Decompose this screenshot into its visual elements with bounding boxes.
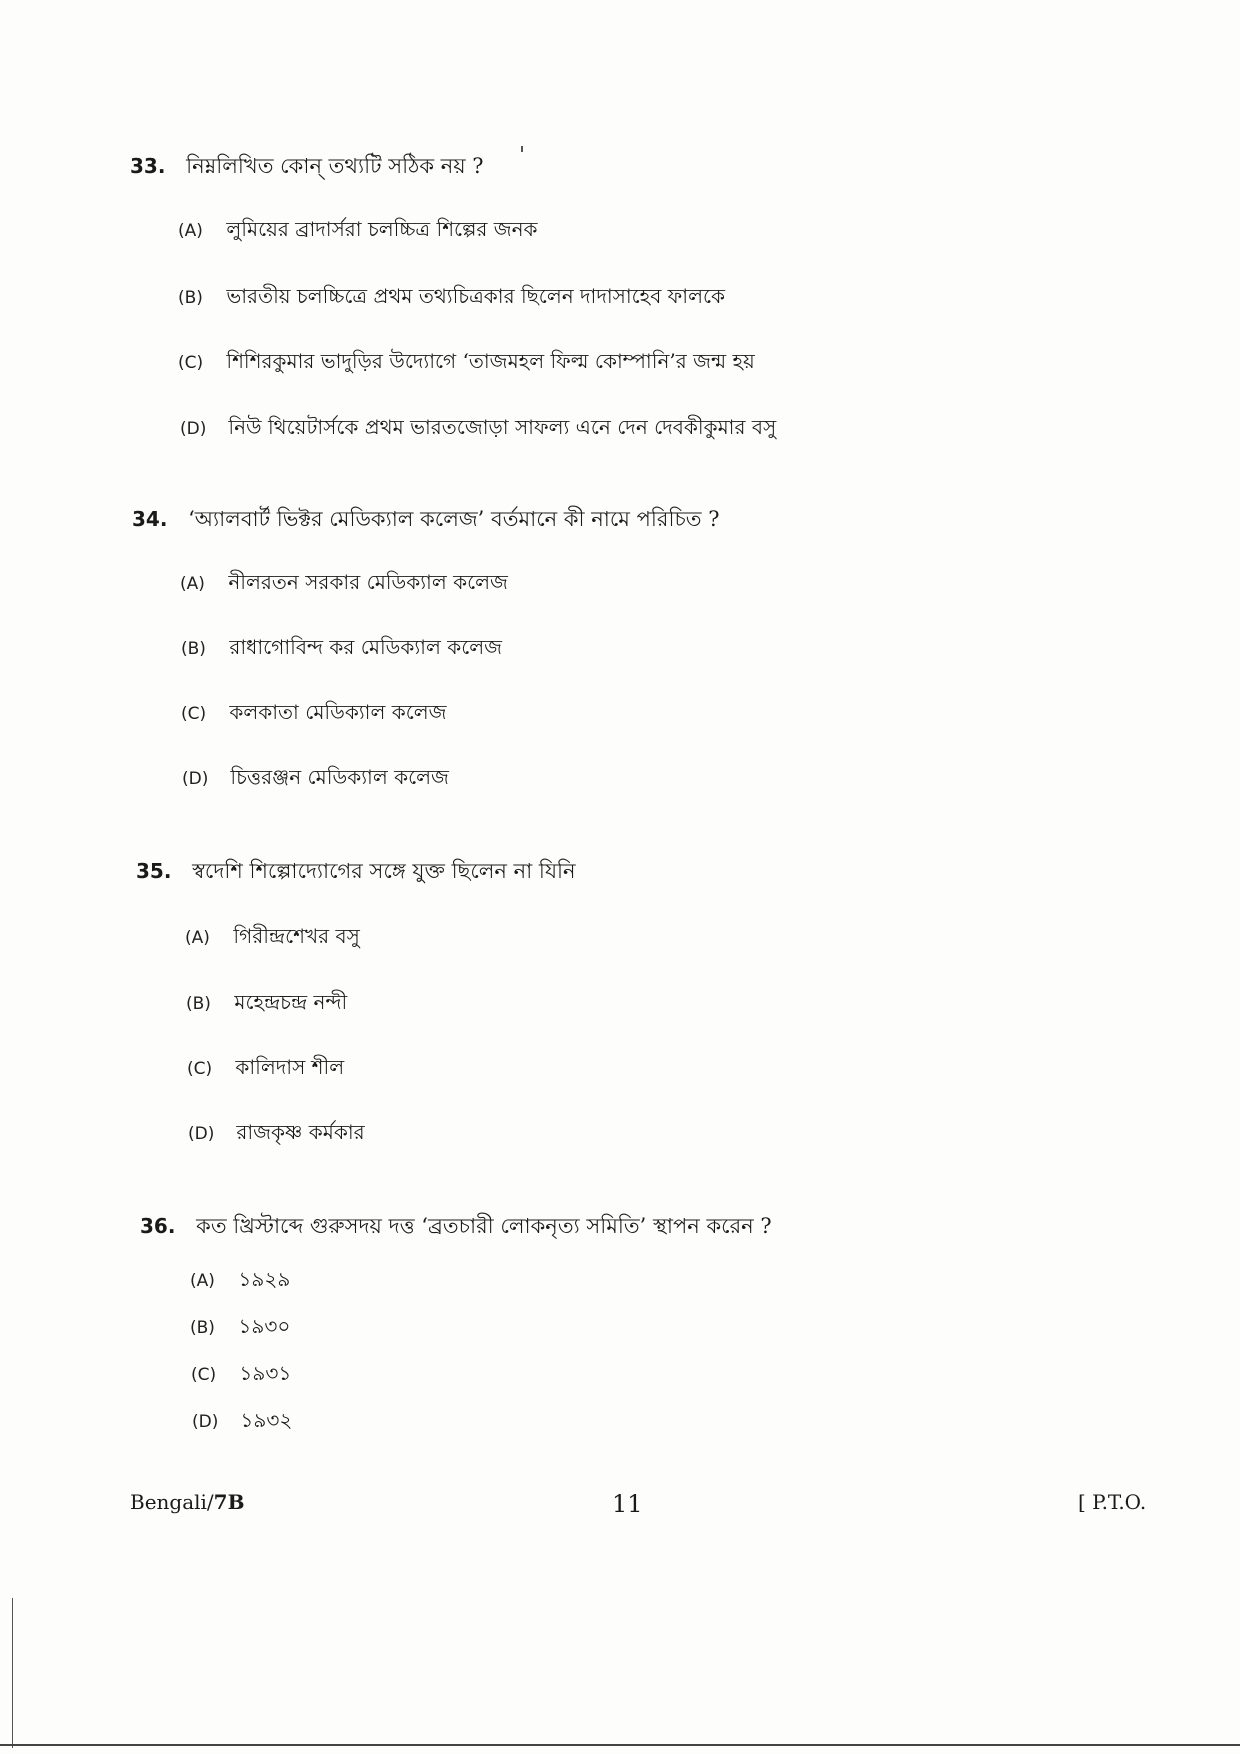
- option-c: [191, 1359, 291, 1392]
- option-text: কলকাতা মেডিক্যাল কলেজ: [229, 700, 447, 724]
- option-text: ১৯২৯: [238, 1267, 291, 1291]
- option-text: ১৯৩২: [240, 1408, 293, 1432]
- option-label: (B): [181, 639, 206, 659]
- option-c: [187, 1053, 344, 1086]
- question-number: 33.: [130, 154, 166, 178]
- option-text: রাধাগোবিন্দ কর মেডিক্যাল কলেজ: [229, 635, 503, 659]
- option-d: [188, 1118, 365, 1151]
- option-text: ১৯৩০: [238, 1314, 291, 1338]
- option-a: [180, 568, 508, 601]
- option-label: (D): [180, 419, 207, 439]
- question-number: 35.: [136, 859, 172, 883]
- option-label: (A): [185, 928, 210, 948]
- option-text: শিশিরকুমার ভাদুড়ির উদ্যোগে ‘তাজমহল ফিল্ম কোম্পানি’র জন্ম হয়: [226, 349, 755, 373]
- question-header: [132, 503, 719, 538]
- option-text: রাজকৃষ্ণ কর্মকার: [236, 1120, 365, 1144]
- option-label: (C): [178, 353, 204, 373]
- option-text: কালিদাস শীল: [235, 1055, 345, 1079]
- option-c: [178, 347, 755, 380]
- option-text: ১৯৩১: [239, 1361, 292, 1385]
- paper-code: [130, 1490, 245, 1514]
- option-text: লুমিয়ের ব্রাদার্সরা চলচ্চিত্র শিল্পের জনক: [226, 217, 538, 241]
- question-text: ‘অ্যালবার্ট ভিক্টর মেডিক্যাল কলেজ’ বর্তমানে কী নামে পরিচিত ?: [188, 507, 720, 531]
- scan-edge-line: [12, 1598, 13, 1748]
- paper-set-code: 7B: [213, 1490, 245, 1514]
- option-label: (D): [192, 1412, 219, 1432]
- option-text: ভারতীয় চলচ্চিত্রে প্রথম তথ্যচিত্রকার ছিলেন দাদাসাহেব ফালকে: [226, 284, 726, 308]
- option-a: [185, 922, 360, 955]
- option-label: (A): [178, 221, 203, 241]
- option-d: [182, 763, 449, 796]
- option-label: (C): [187, 1059, 213, 1079]
- question-text: স্বদেশি শিল্পোদ্যোগের সঙ্গে যুক্ত ছিলেন না যিনি: [192, 859, 576, 883]
- option-label: (C): [191, 1365, 217, 1385]
- option-label: (D): [188, 1124, 215, 1144]
- option-text: মহেন্দ্রচন্দ্র নন্দী: [234, 990, 348, 1014]
- option-label: (B): [178, 288, 203, 308]
- option-a: [190, 1265, 290, 1298]
- option-b: [190, 1312, 290, 1345]
- option-d: [180, 413, 776, 446]
- option-label: (A): [190, 1271, 215, 1291]
- option-b: [178, 282, 725, 315]
- option-label: (D): [182, 769, 209, 789]
- please-turn-over: [ P.T.O.: [1078, 1490, 1147, 1514]
- option-text: চিত্তরঞ্জন মেডিক্যাল কলেজ: [230, 765, 449, 789]
- question-header: [140, 1210, 772, 1245]
- option-label: (B): [186, 994, 211, 1014]
- paper-subject: Bengali/: [130, 1490, 214, 1514]
- option-text: নীলরতন সরকার মেডিক্যাল কলেজ: [228, 570, 508, 594]
- question-number: 34.: [132, 507, 168, 531]
- option-b: [186, 988, 347, 1021]
- question-text: কত খ্রিস্টাব্দে গুরুসদয় দত্ত ‘ব্রতচারী লোকনৃত্য সমিতি’ স্থাপন করেন ?: [196, 1214, 772, 1238]
- question-number: 36.: [140, 1214, 176, 1238]
- bottom-rule: [0, 1744, 1240, 1746]
- option-label: (B): [190, 1318, 215, 1338]
- option-text: গিরীন্দ্রশেখর বসু: [233, 924, 360, 948]
- question-header: [130, 150, 484, 185]
- option-label: (A): [180, 574, 205, 594]
- option-label: (C): [181, 704, 207, 724]
- option-text: নিউ থিয়েটার্সকে প্রথম ভারতজোড়া সাফল্য এনে দেন দেবকীকুমার বসু: [228, 415, 777, 439]
- option-b: [181, 633, 502, 666]
- option-a: [178, 215, 538, 248]
- page-number: 11: [612, 1490, 643, 1518]
- scan-speck: [521, 146, 523, 152]
- option-c: [181, 698, 447, 731]
- question-text: নিম্নলিখিত কোন্ তথ্যটি সঠিক নয় ?: [186, 154, 484, 178]
- question-header: [136, 855, 576, 890]
- option-d: [192, 1406, 292, 1439]
